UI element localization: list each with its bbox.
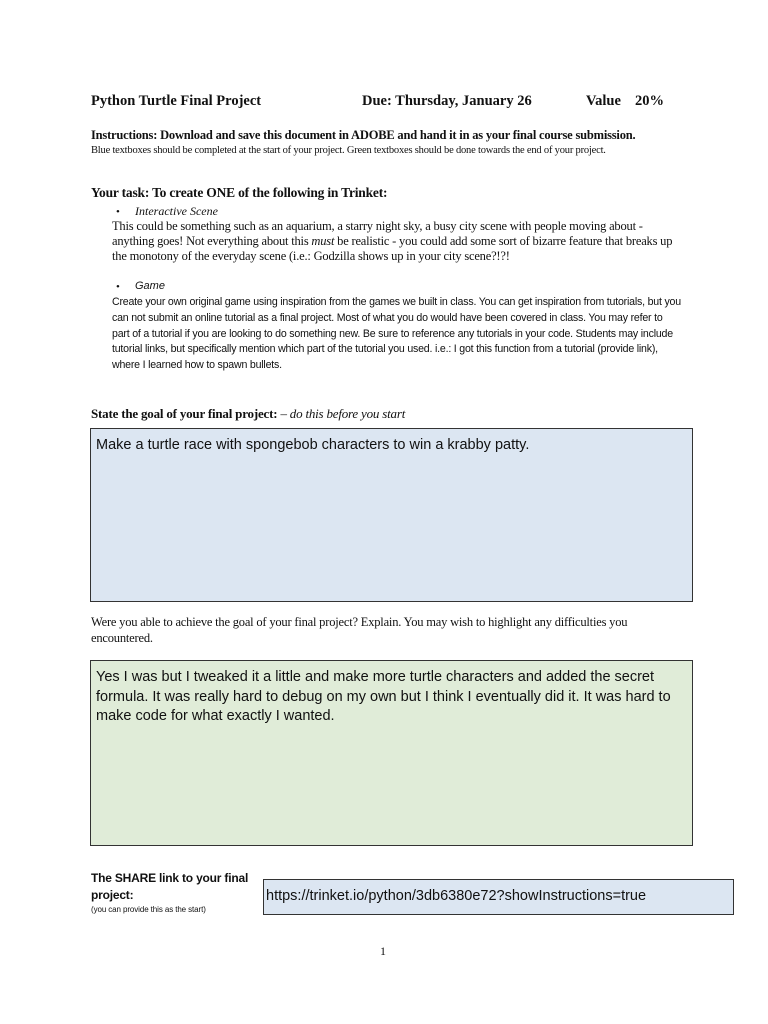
instructions-detail: Blue textboxes should be completed at the start of your project. Green textboxes should be done towards the end of your project. xyxy=(91,145,606,156)
achieve-question: Were you able to achieve the goal of your final project? Explain. You may wish to highlight any difficulties you encountered. xyxy=(91,615,628,645)
share-label: The SHARE link to your final project: xyxy=(91,871,249,902)
document-title: Python Turtle Final Project xyxy=(91,93,262,109)
bullet-icon: • xyxy=(116,206,120,218)
value-percent: 20% xyxy=(635,93,664,109)
instructions-heading: Instructions: Download and save this document in ADOBE and hand it in as your final course submission. xyxy=(91,128,636,142)
goal-label xyxy=(91,406,405,422)
value-label: Value xyxy=(586,93,621,109)
due-date: Due: Thursday, January 26 xyxy=(362,93,532,109)
task-heading: Your task: To create ONE of the following in Trinket: xyxy=(91,185,388,200)
option-interactive-scene-text xyxy=(112,219,677,264)
achieve-textbox[interactable]: Yes I was but I tweaked it a little and make more turtle characters and added the secret formula. It was really hard to debug on my own but I think I eventually did it. It was hard to make code for what exactly I wanted. xyxy=(90,660,693,846)
option-text-part: This could be something such as an aquarium, a starry night sky, a busy city scene with people moving about - anything goes! Not everything about this xyxy=(112,219,643,248)
option-text-part: be realistic - you could add some sort of bizarre feature that breaks up the monotony of the everyday scene (i.e.: Godzilla shows up in your city scene?!?! xyxy=(112,234,673,263)
option-text-emphasis: must xyxy=(311,234,335,248)
bullet-icon: • xyxy=(116,281,120,293)
page-number: 1 xyxy=(380,944,386,958)
goal-label-italic: – do this before you start xyxy=(280,406,406,421)
option-game-label: Game xyxy=(135,280,165,292)
share-sublabel: (you can provide this as the start) xyxy=(91,905,206,914)
goal-textbox[interactable]: Make a turtle race with spongebob characters to win a krabby patty. xyxy=(90,428,693,602)
option-interactive-scene-label: Interactive Scene xyxy=(135,204,218,218)
goal-label-bold: State the goal of your final project: xyxy=(91,406,278,421)
share-link-textbox[interactable]: https://trinket.io/python/3db6380e72?showInstructions=true xyxy=(263,879,734,915)
option-game-text: Create your own original game using inspiration from the games we built in class. You can get inspiration from tutorials, but you can not submit an online tutorial as a final project. Most of what you do would have been covered in class. You may refer to part of a tutorial if you are looking to do something new. Be sure to reference any tutorials in your code. Students may include tutorial links, but specifically mention which part of the tutorial you used. i.e.: I got this function from a tutorial (provide link), where I learned how to spawn bullets. xyxy=(112,296,681,372)
